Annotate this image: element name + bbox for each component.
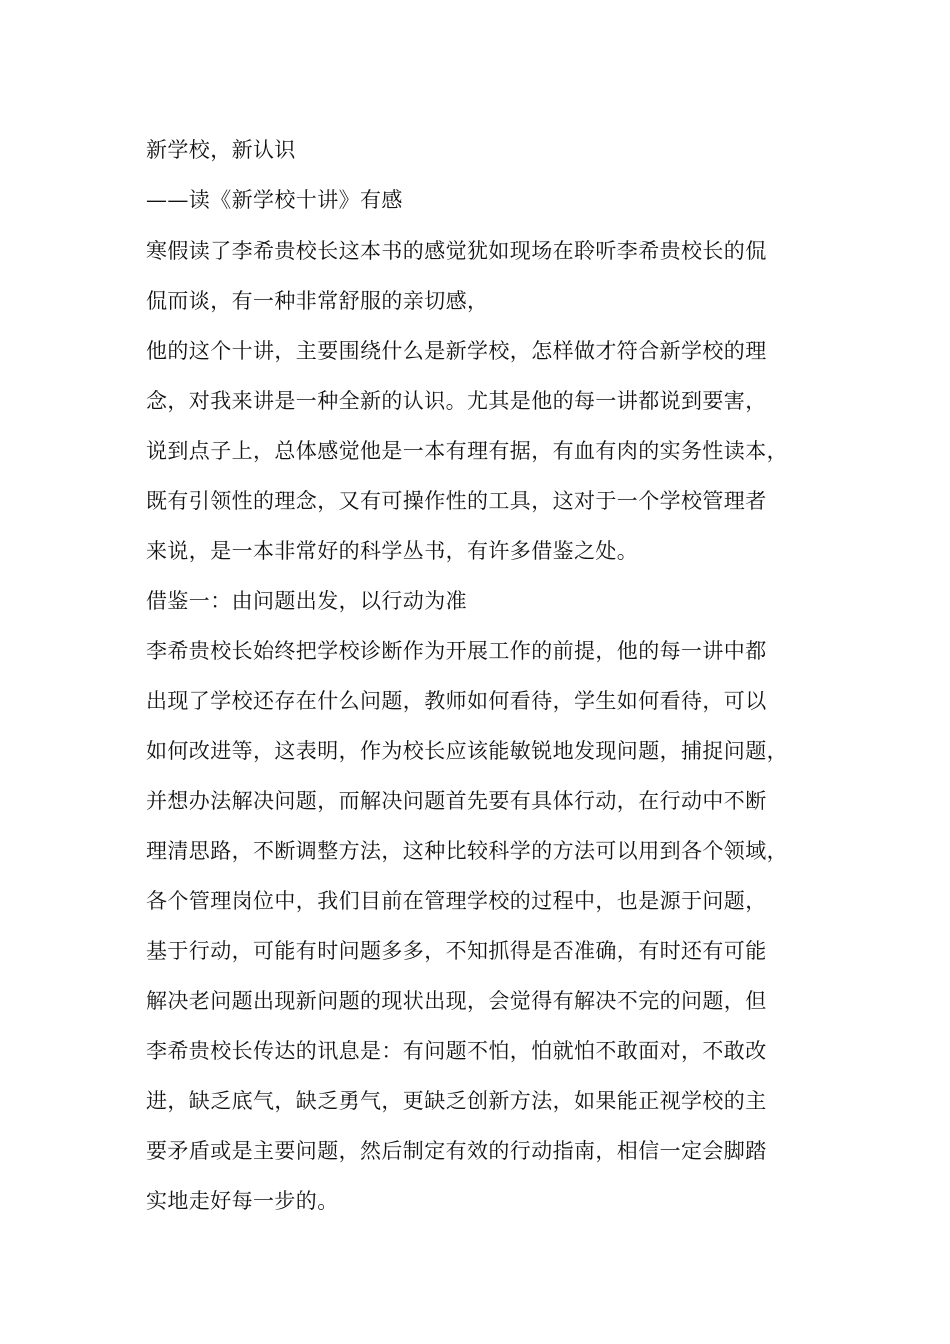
paragraph-line: 基于行动，可能有时问题多多，不知抓得是否准确，有时还有可能	[146, 939, 767, 963]
paragraph-line: 李希贵校长始终把学校诊断作为开展工作的前提，他的每一讲中都	[146, 639, 767, 663]
paragraph-line: 实地走好每一步的。	[146, 1189, 339, 1213]
paragraph-line: 来说，是一本非常好的科学丛书，有许多借鉴之处。	[146, 539, 639, 563]
paragraph-line: 念，对我来讲是一种全新的认识。尤其是他的每一讲都说到要害，	[146, 389, 767, 413]
paragraph-line: 寒假读了李希贵校长这本书的感觉犹如现场在聆听李希贵校长的侃	[146, 239, 767, 263]
paragraph-line: 进，缺乏底气，缺乏勇气，更缺乏创新方法，如果能正视学校的主	[146, 1089, 767, 1113]
paragraph-line: 解决老问题出现新问题的现状出现，会觉得有解决不完的问题，但	[146, 989, 767, 1013]
paragraph-line: 要矛盾或是主要问题，然后制定有效的行动指南，相信一定会脚踏	[146, 1139, 767, 1163]
paragraph-line: 各个管理岗位中，我们目前在管理学校的过程中，也是源于问题，	[146, 889, 767, 913]
paragraph-line: 并想办法解决问题，而解决问题首先要有具体行动，在行动中不断	[146, 789, 767, 813]
paragraph-line: 李希贵校长传达的讯息是：有问题不怕，怕就怕不敢面对，不敢改	[146, 1039, 767, 1063]
paragraph-line: 如何改进等，这表明，作为校长应该能敏锐地发现问题，捕捉问题，	[146, 739, 788, 763]
document-title: 新学校，新认识	[146, 138, 296, 162]
paragraph-line: 理清思路，不断调整方法，这种比较科学的方法可以用到各个领域，	[146, 839, 788, 863]
paragraph-line: 出现了学校还存在什么问题，教师如何看待，学生如何看待，可以	[146, 689, 767, 713]
section-heading: 借鉴一：由问题出发，以行动为准	[146, 589, 467, 613]
paragraph-line: 他的这个十讲，主要围绕什么是新学校，怎样做才符合新学校的理	[146, 339, 767, 363]
paragraph-line: 既有引领性的理念，又有可操作性的工具，这对于一个学校管理者	[146, 489, 767, 513]
paragraph-line: 侃而谈，有一种非常舒服的亲切感，	[146, 289, 489, 313]
document-subtitle: ——读《新学校十讲》有感	[146, 188, 403, 212]
paragraph-line: 说到点子上，总体感觉他是一本有理有据，有血有肉的实务性读本，	[146, 439, 788, 463]
